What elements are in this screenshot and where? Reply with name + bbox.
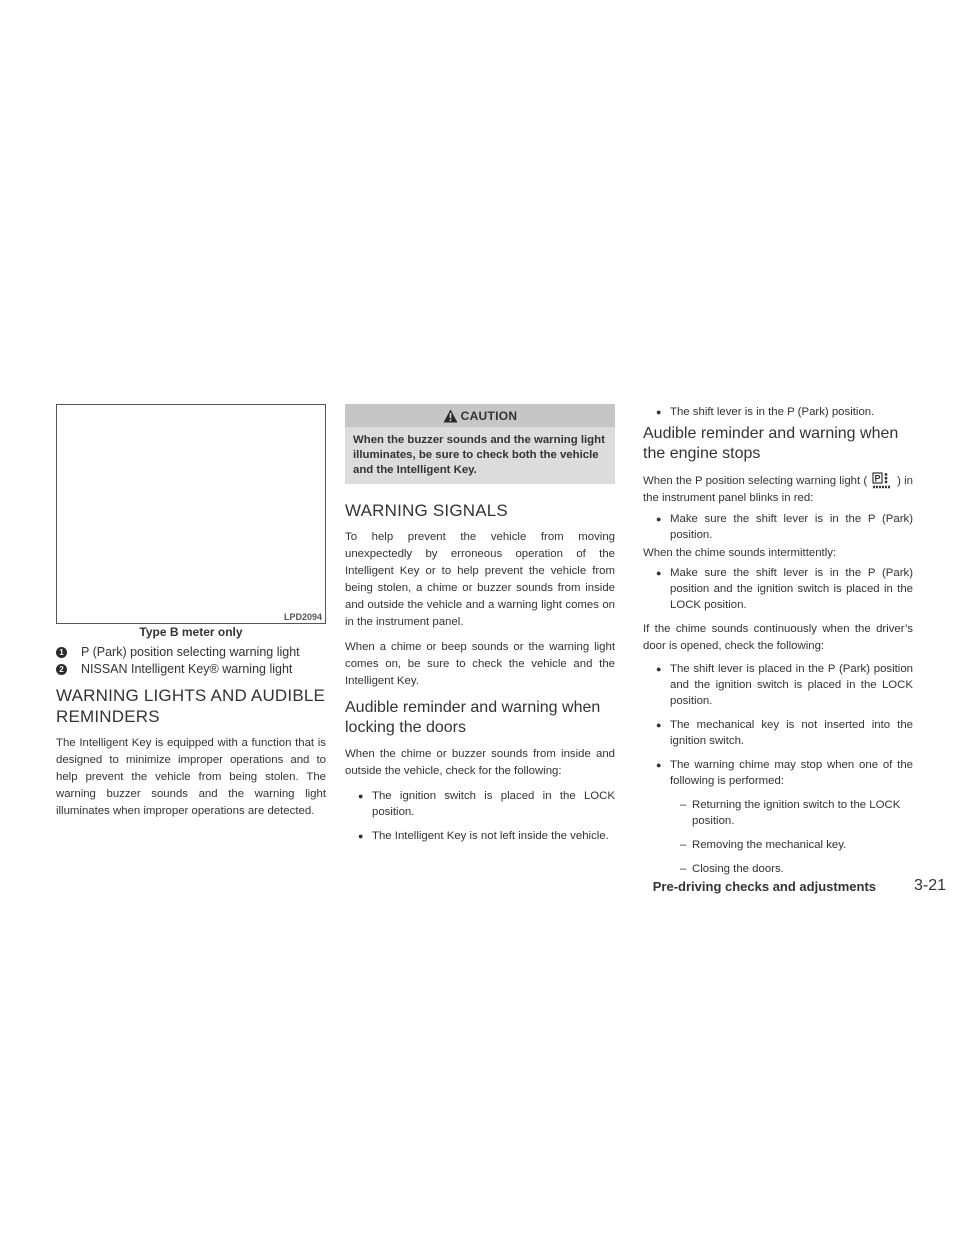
list-item: – Removing the mechanical key. [643, 837, 913, 853]
page-number: 3-21 [913, 877, 946, 894]
list-item: – Returning the ignition switch to the LOCK position. [643, 797, 913, 829]
paragraph: When the chime sounds intermittently: [643, 547, 837, 559]
figure-caption: Type B meter only [139, 625, 243, 639]
legend-item [56, 645, 326, 660]
section-heading: WARNING SIGNALS [345, 501, 508, 520]
svg-text:P: P [874, 473, 881, 484]
caution-box [345, 404, 615, 484]
list-item: ● Make sure the shift lever is in the P (Park) position. [643, 511, 913, 543]
subsection-heading: Audible reminder and warning when the engine stops [643, 425, 899, 462]
list-item: ● The ignition switch is placed in the LOCK position. [345, 788, 615, 820]
paragraph [643, 472, 913, 507]
list-item: ● The Intelligent Key is not left inside the vehicle. [345, 828, 615, 844]
bullet-list [345, 788, 615, 844]
list-item: ● The shift lever is placed in the P (Park) position and the ignition switch is placed in the LOCK position. [643, 661, 913, 709]
list-item: ● The mechanical key is not inserted into the ignition switch. [643, 717, 913, 749]
bullet-list [643, 511, 913, 543]
page-footer [0, 877, 960, 897]
warning-triangle-icon [443, 409, 458, 423]
paragraph: When the chime or buzzer sounds from inside and outside the vehicle, check for the following: [345, 748, 615, 777]
footer-section-title: Pre-driving checks and adjustments [652, 879, 876, 894]
caution-header [345, 404, 615, 427]
list-item: ● Make sure the shift lever is in the P (Park) position and the ignition switch is placed in the LOCK position. [643, 565, 913, 613]
caution-title: CAUTION [460, 408, 518, 423]
subsection-heading: Audible reminder and warning when locking the doors [345, 699, 601, 736]
legend-text: NISSAN Intelligent Key® warning light [81, 662, 293, 676]
text-segment: When the P position selecting warning light ( [643, 475, 868, 487]
bullet-list [643, 565, 913, 613]
text-segment: ) in the instrument panel blinks in red: [643, 475, 913, 504]
legend-text: P (Park) position selecting warning light [81, 645, 300, 659]
paragraph: The Intelligent Key is equipped with a function that is designed to minimize improper operations and to help prevent the vehicle from being stolen. The warning buzzer sounds and the warning light illuminates when improper operations are detected. [56, 737, 326, 817]
paragraph: To help prevent the vehicle from moving unexpectedly by erroneous operation of the Intelligent Key or to help prevent the vehicle from being stolen, a chime or buzzer sounds from inside and outside the vehicle and a warning light comes on in the instrument panel. [345, 531, 615, 628]
dash-list [643, 797, 913, 877]
bullet-list [643, 661, 913, 789]
callout-number: 1 [56, 647, 67, 658]
paragraph: When a chime or beep sounds or the warning light comes on, be sure to check the vehicle and the Intelligent Key. [345, 641, 615, 687]
list-item: ● The warning chime may stop when one of the following is performed: [643, 757, 913, 789]
column-middle [345, 404, 615, 852]
figure-image [56, 404, 326, 624]
p-shift-icon [871, 472, 893, 490]
column-right [643, 404, 913, 885]
section-heading: WARNING LIGHTS AND AUDIBLE REMINDERS [56, 686, 326, 726]
figure-code: LPD2094 [283, 612, 322, 622]
caution-text: When the buzzer sounds and the warning light illuminates, be sure to check both the vehicle and the Intelligent Key. [353, 434, 605, 476]
list-item: ● The shift lever is in the P (Park) position. [643, 404, 913, 420]
list-item: – Closing the doors. [643, 861, 913, 877]
legend-item [56, 662, 326, 677]
column-left [56, 404, 326, 828]
paragraph: If the chime sounds continuously when the driver’s door is opened, check the following: [643, 623, 913, 652]
callout-number: 2 [56, 664, 67, 675]
bullet-list [643, 404, 913, 420]
